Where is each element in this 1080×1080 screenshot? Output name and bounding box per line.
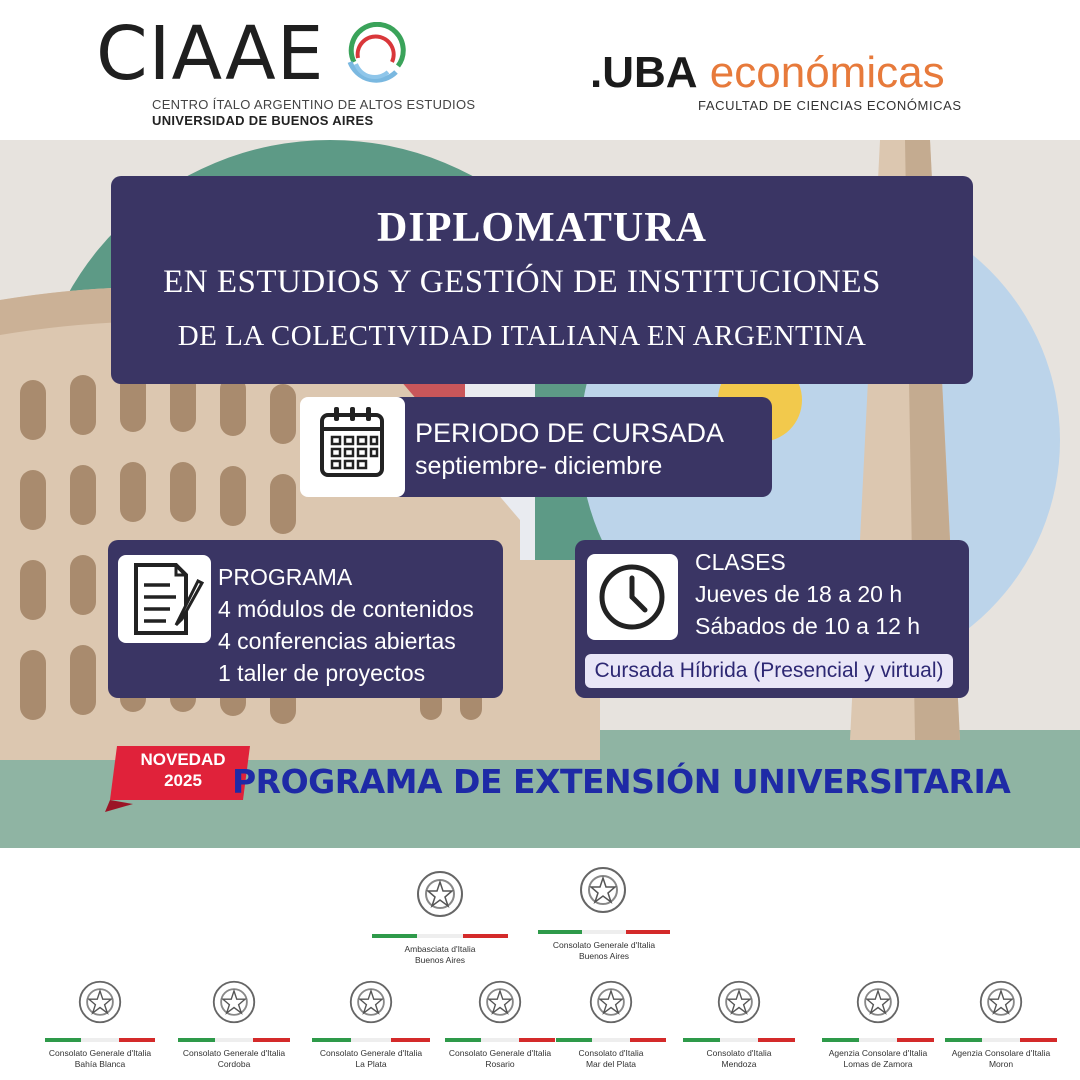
program-item-modulos: 4 módulos de contenidos	[218, 596, 474, 622]
period-icon-box	[300, 397, 405, 497]
italy-flag-bar	[683, 1038, 795, 1042]
consulates-footer	[0, 848, 1080, 1080]
program-panel	[108, 540, 503, 698]
uba-prefix: .UBA	[590, 48, 698, 97]
uba-faculty: FACULTAD DE CIENCIAS ECONÓMICAS	[698, 98, 962, 113]
italy-flag-bar	[556, 1038, 666, 1042]
modality-badge: Cursada Híbrida (Presencial y virtual)	[585, 654, 953, 688]
clock-icon	[587, 554, 678, 640]
emblem-icon	[716, 976, 762, 1033]
header	[0, 0, 1080, 140]
emblem-icon	[211, 976, 257, 1033]
consulate-label: Ambasciata d'Italia Buenos Aires	[404, 944, 476, 965]
novedad-year: 2025	[164, 771, 202, 790]
consulate-label: Consolato Generale d'Italia Rosario	[448, 1048, 552, 1069]
title-panel	[111, 176, 973, 384]
consulate-label: Agenzia Consolare d'Italia Moron	[951, 1048, 1051, 1069]
novedad-label: NOVEDAD	[140, 750, 226, 769]
italy-flag-bar	[538, 930, 670, 934]
ciaae-subtitle: CENTRO ÍTALO ARGENTINO DE ALTOS ESTUDIOS	[152, 97, 476, 112]
classes-saturday: Sábados de 10 a 12 h	[695, 613, 921, 639]
program-label: PROGRAMA	[218, 564, 353, 590]
period-label: PERIODO DE CURSADA	[415, 418, 725, 448]
emblem-icon	[77, 976, 123, 1033]
consulate-label: Consolato Generale d'Italia Buenos Aires	[552, 940, 656, 961]
uba-economicas: económicas	[709, 48, 945, 97]
classes-thursday: Jueves de 18 a 20 h	[695, 581, 903, 607]
uba-logo	[590, 48, 945, 98]
program-item-taller: 1 taller de proyectos	[218, 660, 426, 686]
italy-flag-bar	[312, 1038, 430, 1042]
italy-flag-bar	[445, 1038, 555, 1042]
extension-title: PROGRAMA DE EXTENSIÓN UNIVERSITARIA	[232, 762, 1011, 801]
program-item-conferencias: 4 conferencias abiertas	[218, 628, 456, 654]
ciaae-swirl-icon	[336, 22, 408, 88]
emblem-icon	[415, 866, 465, 927]
title-line-1: DIPLOMATURA	[377, 205, 707, 251]
classes-icon-box	[587, 554, 678, 640]
program-icon-box	[118, 555, 211, 643]
consulate-label: Consolato Generale d'Italia Bahía Blanca	[48, 1048, 152, 1069]
consulate-label: Consolato d'Italia Mendoza	[706, 1048, 772, 1069]
period-value: septiembre- diciembre	[415, 452, 663, 480]
emblem-icon	[578, 862, 628, 923]
emblem-icon	[588, 976, 634, 1033]
ciaae-university: UNIVERSIDAD DE BUENOS AIRES	[152, 113, 374, 128]
italy-flag-bar	[822, 1038, 934, 1042]
title-line-2: EN ESTUDIOS Y GESTIÓN DE INSTITUCIONES	[163, 264, 881, 300]
consulate-label: Consolato Generale d'Italia La Plata	[319, 1048, 423, 1069]
ciaae-logo: CIAAE	[96, 11, 325, 97]
emblem-icon	[978, 976, 1024, 1033]
document-pen-icon	[118, 555, 211, 643]
italy-flag-bar	[45, 1038, 155, 1042]
consulate-label: Agenzia Consolare d'Italia Lomas de Zamora	[828, 1048, 928, 1069]
consulate-label: Consolato Generale d'Italia Cordoba	[182, 1048, 286, 1069]
period-panel	[300, 397, 772, 497]
italy-flag-bar	[945, 1038, 1057, 1042]
consulate-label: Consolato d'Italia Mar del Plata	[578, 1048, 644, 1069]
emblem-icon	[348, 976, 394, 1033]
emblem-icon	[477, 976, 523, 1033]
emblem-icon	[855, 976, 901, 1033]
italy-flag-bar	[178, 1038, 290, 1042]
calendar-icon	[300, 397, 405, 497]
title-line-3: DE LA COLECTIVIDAD ITALIANA EN ARGENTINA	[177, 320, 867, 352]
italy-flag-bar	[372, 934, 508, 938]
classes-label: CLASES	[695, 549, 786, 575]
